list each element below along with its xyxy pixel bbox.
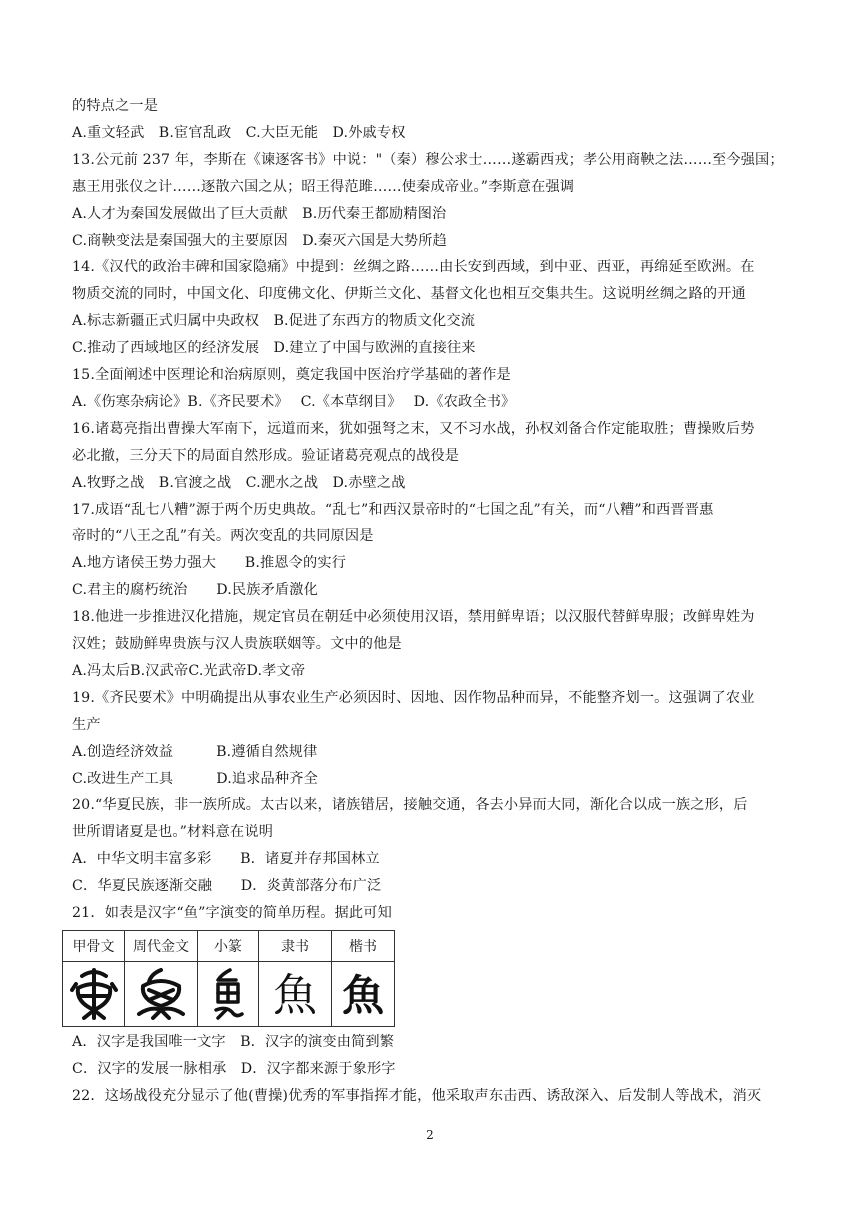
text-line: A.冯太后B.汉武帝C.光武帝D.孝文帝 bbox=[72, 662, 306, 679]
text-line: C．汉字的发展一脉相承 D．汉字都来源于象形字 bbox=[72, 1060, 396, 1077]
table-header-lishu: 隶书 bbox=[259, 931, 332, 962]
fish-character-evolution-table bbox=[62, 930, 395, 1027]
text-line: 物质交流的同时，中国文化、印度佛文化、伊斯兰文化、基督文化也相互交集共生。这说明丝绸之路的开通 bbox=[72, 286, 746, 303]
text-line: 帝时的“八王之乱”有关。两次变乱的共同原因是 bbox=[72, 528, 374, 545]
text-line: A.重文轻武 B.宦官乱政 C.大臣无能 D.外戚专权 bbox=[72, 124, 406, 141]
text-line: 汉姓；鼓励鲜卑贵族与汉人贵族联姻等。文中的他是 bbox=[72, 636, 402, 652]
text-line: A.《伤寒杂病论》B.《齐民要术》 C.《本草纲目》 D.《农政全书》 bbox=[72, 393, 516, 410]
svg-text:魚: 魚 bbox=[341, 971, 385, 1020]
text-line: 必北撤，三分天下的局面自然形成。验证诸葛亮观点的战役是 bbox=[72, 447, 460, 464]
jinwen-fish-glyph bbox=[125, 962, 198, 1027]
text-line: A.标志新疆正式归属中央政权 B.促进了东西方的物质文化交流 bbox=[72, 313, 476, 330]
text-line: 16.诸葛亮指出曹操大军南下，远道而来，犹如强弩之末，又不习水战，孙权刘备合作定能取胜；曹操败后势 bbox=[72, 420, 755, 437]
table-header-jinwen: 周代金文 bbox=[125, 931, 198, 962]
text-line: C.改进生产工具 D.追求品种齐全 bbox=[72, 770, 318, 787]
text-line: 19.《齐民要术》中明确提出从事农业生产必须因时、因地、因作物品种而异，不能整齐划一。这强调了农业 bbox=[72, 689, 755, 706]
table-header-jiaguwen: 甲骨文 bbox=[63, 931, 125, 962]
svg-text:魚: 魚 bbox=[273, 970, 317, 1021]
table-header-xiaozhuan: 小篆 bbox=[198, 931, 259, 962]
text-line: 14.《汉代的政治丰碑和国家隐痛》中提到：丝绸之路……由长安到西域，到中亚、西亚，再绵延至欧洲。在 bbox=[72, 259, 755, 276]
text-line: 20.“华夏民族，非一族所成。太古以来，诸族错居，接触交通，各去小异而大同，渐化合以成一族之形，后 bbox=[72, 797, 748, 814]
page-number: 2 bbox=[426, 1128, 434, 1142]
xiaozhuan-fish-glyph bbox=[198, 962, 259, 1027]
text-line: C.推动了西域地区的经济发展 D.建立了中国与欧洲的直接往来 bbox=[72, 340, 476, 357]
text-line: C.商鞅变法是秦国强大的主要原因 D.秦灭六国是大势所趋 bbox=[72, 232, 447, 249]
jiaguwen-fish-glyph bbox=[63, 962, 125, 1027]
text-line: 世所谓诸夏是也。”材料意在说明 bbox=[72, 824, 274, 841]
text-line: A.地方诸侯王势力强大 B.推恩令的实行 bbox=[72, 555, 347, 572]
text-line: 13.公元前 237 年，李斯在《谏逐客书》中说："（秦）穆公求士……遂霸西戎；孝公用商鞅之法……至今强国； bbox=[72, 151, 784, 168]
text-line: C.君主的腐朽统治 D.民族矛盾激化 bbox=[72, 582, 318, 599]
text-line: 21．如表是汉字“鱼”字演变的简单历程。据此可知 bbox=[72, 905, 392, 921]
lishu-fish-glyph bbox=[259, 962, 332, 1027]
text-line: C．华夏民族逐渐交融 D．炎黄部落分布广泛 bbox=[72, 878, 382, 895]
text-line: 的特点之一是 bbox=[72, 98, 159, 114]
text-line: 15.全面阐述中医理论和治病原则，奠定我国中医治疗学基础的著作是 bbox=[72, 367, 511, 383]
text-line: 惠王用张仪之计……逐散六国之从；昭王得范雎……使秦成帝业。”李斯意在强调 bbox=[72, 178, 575, 195]
text-line: A．中华文明丰富多彩 B．诸夏并存邦国林立 bbox=[72, 851, 380, 868]
text-line: 生产 bbox=[72, 716, 101, 733]
text-line: 18.他进一步推进汉化措施，规定官员在朝廷中必须使用汉语，禁用鲜卑语；以汉服代替鲜卑服；改鲜卑姓为 bbox=[72, 609, 755, 626]
text-line: A.人才为秦国发展做出了巨大贡献 B.历代秦王都励精图治 bbox=[72, 205, 447, 222]
text-line: 17.成语“乱七八糟”源于两个历史典故。“乱七”和西汉景帝时的“七国之乱”有关，而“八糟”和西晋晋惠 bbox=[72, 501, 714, 518]
text-line: A.牧野之战 B.官渡之战 C.淝水之战 D.赤壁之战 bbox=[72, 474, 406, 491]
text-line: A.创造经济效益 B.遵循自然规律 bbox=[72, 743, 318, 760]
text-line: A．汉字是我国唯一文字 B．汉字的演变由简到繁 bbox=[72, 1034, 395, 1050]
table-header-kaishu: 楷书 bbox=[332, 931, 395, 962]
kaishu-fish-glyph bbox=[332, 962, 395, 1027]
text-line: 22．这场战役充分显示了他(曹操)优秀的军事指挥才能，他采取声东击西、诱敌深入、后发制人等战术，消灭 bbox=[72, 1087, 762, 1104]
